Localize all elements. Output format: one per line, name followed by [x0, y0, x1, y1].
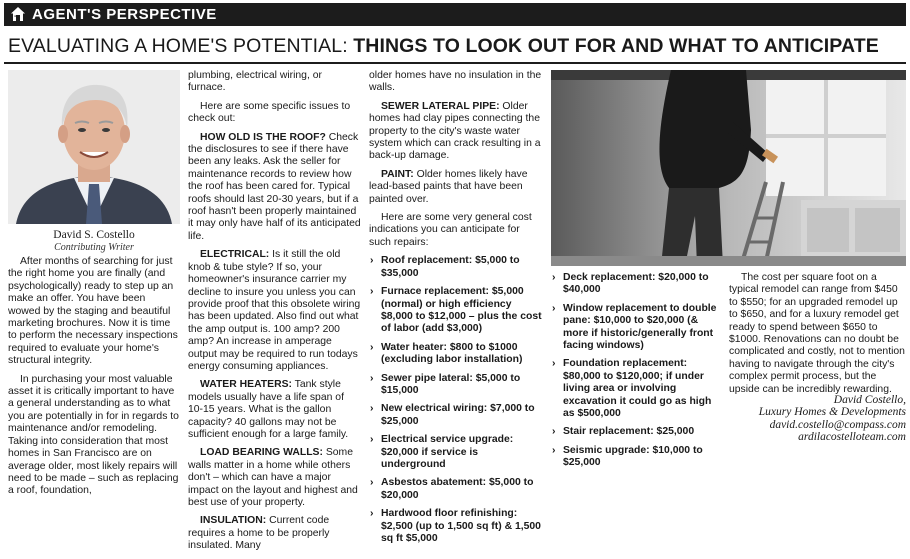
- cost-text: Furnace replacement: $5,000 (normal) or high efficiency $8,000 to $12,000 – plus the cost of labor (add $3,000): [381, 286, 542, 335]
- cost-item: [369, 255, 543, 280]
- column-2: [188, 70, 361, 559]
- cost-text: Deck replacement: $20,000 to $40,000: [563, 272, 709, 296]
- cost-text: Electrical service upgrade: $20,000 if service is underground: [381, 434, 514, 470]
- cost-list: [551, 272, 721, 470]
- issue-heading: PAINT:: [381, 168, 414, 180]
- cost-item: [369, 403, 543, 428]
- chevron-right-icon: ›: [370, 372, 374, 384]
- cost-text: Sewer pipe lateral: $5,000 to $15,000: [381, 372, 521, 396]
- issue-body: Is it still the old knob & tube style? If so, your homeowner's insurance carrier my decline to insure you unless you can provide proof that this obsolete wiring has been updated. Also find out what the amp output is. 100 amp? 200 amp? An increase in amperage output may be required to run todays energy consuming appliances.: [188, 249, 361, 372]
- author-byline: [8, 229, 180, 254]
- paragraph: plumbing, electrical wiring, or furnace.: [188, 70, 322, 94]
- issue-heading: SEWER LATERAL PIPE:: [381, 100, 500, 112]
- issue-paragraph: [188, 249, 361, 373]
- chevron-right-icon: ›: [370, 508, 374, 520]
- chevron-right-icon: ›: [370, 477, 374, 489]
- issue-body: Older homes had clay pipes connecting the property to the city's waste water system which can crack resulting in a back-up damage.: [369, 100, 541, 162]
- author-title: Contributing Writer: [54, 242, 134, 253]
- cost-text: New electrical wiring: $7,000 to $25,000: [381, 403, 535, 427]
- cost-list: [369, 255, 543, 545]
- chevron-right-icon: ›: [370, 341, 374, 353]
- column-5: [729, 272, 906, 402]
- issue-heading: INSULATION:: [200, 515, 267, 527]
- cost-item: [551, 303, 721, 353]
- paragraph: Here are some very general cost indications you can anticipate for such repairs:: [369, 212, 532, 248]
- issue-heading: LOAD BEARING WALLS:: [200, 447, 323, 459]
- headline-part-2: THINGS TO LOOK OUT FOR AND WHAT TO ANTICIPATE: [353, 35, 879, 57]
- issue-paragraph: [369, 169, 543, 206]
- column-4: [551, 272, 721, 476]
- paragraph: After months of searching for just the right home you are finally (and psychologically) ready to step up an make an offer. You have been wowed by the staging and beautiful marketing brochures. Now it is time to perform the necessary inspections required to evaluate your home's structural integrity.: [8, 256, 178, 367]
- cost-text: Window replacement to double pane: $10,000 to $20,000 (& more if historic/generally front facing windows): [563, 302, 717, 352]
- article-headline: [8, 33, 906, 59]
- cost-text: Hardwood floor refinishing: $2,500 (up to 1,500 sq ft) & 1,500 sq ft $5,000: [381, 508, 541, 544]
- cost-text: Stair replacement: $25,000: [563, 426, 695, 438]
- section-label: AGENT'S PERSPECTIVE: [32, 6, 217, 23]
- chevron-right-icon: ›: [370, 286, 374, 298]
- chevron-right-icon: ›: [552, 272, 556, 283]
- issue-heading: ELECTRICAL:: [200, 249, 270, 261]
- issue-body: Older homes likely have lead-based paints that have been painted over.: [369, 168, 528, 205]
- cost-text: Water heater: $800 to $1000 (excluding labor installation): [381, 341, 523, 366]
- section-header-bar: [4, 3, 906, 26]
- cost-item: [551, 426, 721, 438]
- cost-item: [551, 272, 721, 297]
- issue-paragraph: [188, 447, 361, 509]
- headline-part-1: EVALUATING A HOME'S POTENTIAL:: [8, 35, 354, 57]
- column-1: [8, 256, 180, 504]
- signature-block: [736, 394, 906, 443]
- cost-item: [369, 508, 543, 545]
- issue-body: Some walls matter in a home while others don't – which can have a major impact on the layout and highest and best use of your property.: [188, 447, 358, 508]
- issue-paragraph: [369, 101, 543, 163]
- cost-item: [551, 358, 721, 420]
- signature-name: David Costello,: [833, 394, 906, 406]
- paragraph: older homes have no insulation in the walls.: [369, 70, 542, 94]
- issue-paragraph: [188, 515, 361, 552]
- cost-text: Roof replacement: $5,000 to $35,000: [381, 255, 520, 279]
- chevron-right-icon: ›: [552, 358, 556, 370]
- house-icon: [10, 6, 26, 22]
- cost-text: Foundation replacement: $80,000 to $120,000; if under living area or involving excavation it could go as high as $500,000: [563, 358, 712, 420]
- issue-body: Check the disclosures to see if there have been any leaks. Ask the seller for maintenance records to review how the roof has been cared for. Typical roofs should last 20-30 years, but if a roof hasn't been properly maintained it may only have half of its anticipated life.: [188, 131, 361, 242]
- cost-item: [369, 342, 543, 367]
- cost-item: [369, 477, 543, 502]
- renovation-photo: [551, 70, 906, 266]
- signature-site[interactable]: ardilacostelloteam.com: [798, 430, 906, 443]
- cost-text: Asbestos abatement: $5,000 to $20,000: [381, 477, 534, 501]
- cost-item: [369, 286, 543, 336]
- signature-email[interactable]: david.costello@compass.com: [769, 418, 906, 431]
- paragraph: In purchasing your most valuable asset it is critically important to have a general understanding as to what you are potentially in for in regards to maintenance and/or remodeling. Taking into consideration that most homes in San Francisco are on average older, most likely repairs will need to be made – such as replacing a roof, foundation,: [8, 373, 179, 497]
- chevron-right-icon: ›: [552, 426, 556, 438]
- paragraph: The cost per square foot on a typical remodel can range from $450 to $550; for an upgraded remodel up to $650, and for a luxury remodel get ready to spend between $650 to $1000. Renovations can no doubt be complicated and costly, not to mention having to navigate through the city's complex permit process, but the upside can be incredibly rewarding.: [729, 272, 905, 395]
- portrait-illustration: [8, 70, 180, 224]
- chevron-right-icon: ›: [370, 434, 374, 446]
- renovation-illustration: [551, 70, 906, 266]
- issue-paragraph: [188, 132, 361, 244]
- chevron-right-icon: ›: [552, 444, 556, 456]
- cost-text: Seismic upgrade: $10,000 to $25,000: [563, 444, 703, 469]
- chevron-right-icon: ›: [370, 255, 374, 267]
- chevron-right-icon: ›: [370, 403, 374, 415]
- issue-paragraph: [188, 379, 361, 441]
- cost-item: [551, 445, 721, 470]
- headline-rule: [4, 62, 906, 64]
- issue-body: Tank style models usually have a life span of 10-15 years. What is the gallon capacity? 40 gallons may not be sufficient enough for a large family.: [188, 379, 349, 440]
- issue-heading: WATER HEATERS:: [200, 379, 292, 391]
- cost-item: [369, 373, 543, 398]
- signature-company: Luxury Homes & Developments: [758, 406, 906, 419]
- chevron-right-icon: ›: [552, 302, 556, 314]
- paragraph: Here are some specific issues to check out:: [188, 100, 351, 125]
- author-name: David S. Costello: [53, 229, 135, 241]
- issue-body: Current code requires a home to be properly insulated. Many: [188, 515, 330, 552]
- author-portrait: [8, 70, 180, 224]
- issue-heading: HOW OLD IS THE ROOF?: [200, 131, 326, 143]
- column-3: [369, 70, 543, 551]
- cost-item: [369, 434, 543, 471]
